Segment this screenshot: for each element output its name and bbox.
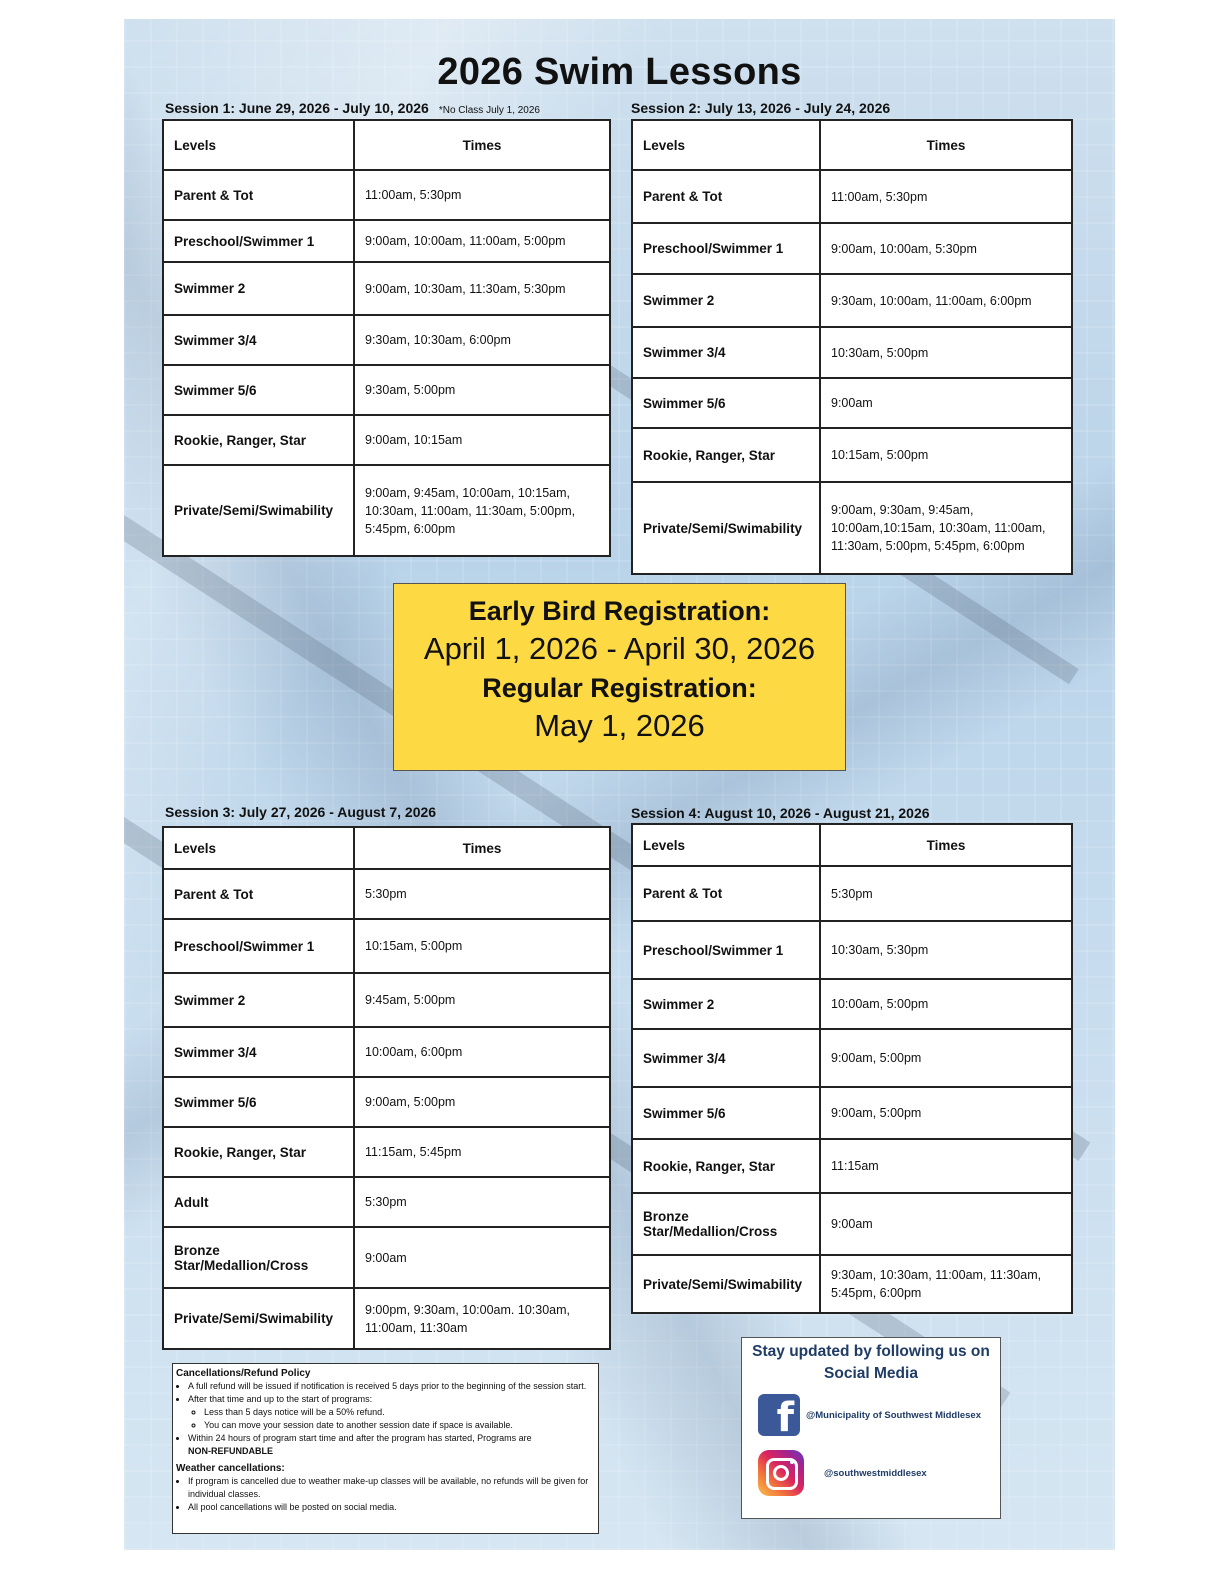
level-cell: Swimmer 5/6 <box>163 365 354 415</box>
times-cell: 9:00pm, 9:30am, 10:00am. 10:30am, 11:00am, 11:30am <box>354 1288 610 1349</box>
level-cell: Rookie, Ranger, Star <box>163 415 354 465</box>
session-4-dates: Session 4: August 10, 2026 - August 21, 2026 <box>631 805 930 821</box>
level-cell: Swimmer 5/6 <box>632 378 820 428</box>
weather-item: • All pool cancellations will be posted on social media. <box>188 1501 595 1514</box>
table-row <box>632 482 1072 574</box>
level-cell: Swimmer 5/6 <box>632 1087 820 1139</box>
table-row <box>163 1027 610 1077</box>
level-cell: Parent & Tot <box>632 170 820 223</box>
table-row <box>632 979 1072 1029</box>
policy-item-text: Within 24 hours of program start time and after the program has started, Programs are <box>188 1433 532 1443</box>
times-cell: 9:00am <box>820 1193 1072 1255</box>
times-cell: 10:15am, 5:00pm <box>354 919 610 973</box>
facebook-handle[interactable]: @Municipality of Southwest Middlesex <box>806 1409 982 1421</box>
times-header: Times <box>354 120 610 170</box>
table-row <box>163 315 610 365</box>
table-row <box>632 1029 1072 1087</box>
table-row <box>632 1139 1072 1193</box>
policy-list <box>176 1380 595 1458</box>
session-3-title <box>165 804 436 820</box>
table-row <box>163 262 610 315</box>
facebook-link[interactable] <box>758 1394 982 1441</box>
level-cell: Swimmer 3/4 <box>632 1029 820 1087</box>
times-cell: 9:00am, 10:30am, 11:30am, 5:30pm <box>354 262 610 315</box>
policy-subitem: ◦ You can move your session date to another session date if space is available. <box>204 1419 595 1432</box>
times-cell: 9:00am, 9:30am, 9:45am, 10:00am,10:15am, 10:30am, 11:00am, 11:30am, 5:00pm, 5:45pm, 6:00pm <box>820 482 1072 574</box>
facebook-icon: f <box>758 1394 800 1436</box>
table-row <box>163 220 610 262</box>
table-row <box>632 921 1072 979</box>
session-1-note: *No Class July 1, 2026 <box>438 105 540 116</box>
table-row <box>163 365 610 415</box>
table-row <box>163 1077 610 1127</box>
session-4-table <box>631 823 1073 1314</box>
level-cell: Private/Semi/Swimability <box>632 1255 820 1313</box>
regular-registration-date: May 1, 2026 <box>534 708 705 743</box>
table-row <box>632 378 1072 428</box>
times-cell: 9:30am, 10:00am, 11:00am, 6:00pm <box>820 274 1072 327</box>
weather-heading: Weather cancellations: <box>176 1463 285 1474</box>
level-cell: Parent & Tot <box>632 866 820 921</box>
swim-lessons-poster <box>124 19 1115 1550</box>
level-cell: Bronze Star/Medallion/Cross <box>632 1193 820 1255</box>
policy-sublist <box>188 1406 595 1432</box>
session-4-title <box>631 805 930 821</box>
session-1-title <box>165 100 540 116</box>
level-cell: Preschool/Swimmer 1 <box>632 223 820 274</box>
times-cell: 9:00am, 10:00am, 5:30pm <box>820 223 1072 274</box>
level-cell: Swimmer 3/4 <box>163 315 354 365</box>
policy-subitem: ◦ Less than 5 days notice will be a 50% refund. <box>204 1406 595 1419</box>
level-cell: Parent & Tot <box>163 170 354 220</box>
table-row <box>632 274 1072 327</box>
times-cell: 9:00am, 10:00am, 11:00am, 5:00pm <box>354 220 610 262</box>
level-cell: Preschool/Swimmer 1 <box>163 919 354 973</box>
times-cell: 11:00am, 5:30pm <box>820 170 1072 223</box>
times-cell: 5:30pm <box>820 866 1072 921</box>
table-row <box>632 428 1072 482</box>
policy-item <box>188 1432 595 1458</box>
times-cell: 5:30pm <box>354 869 610 919</box>
refund-policy-box <box>172 1363 599 1534</box>
table-row <box>163 465 610 556</box>
levels-header: Levels <box>163 120 354 170</box>
table-header-row <box>632 120 1072 170</box>
policy-heading: Cancellations/Refund Policy <box>176 1368 311 1379</box>
table-row <box>163 170 610 220</box>
table-header-row <box>163 827 610 869</box>
level-cell: Preschool/Swimmer 1 <box>163 220 354 262</box>
page-title: 2026 Swim Lessons <box>437 51 802 93</box>
registration-box <box>393 583 846 771</box>
session-2-table <box>631 119 1073 575</box>
table-row <box>632 223 1072 274</box>
social-media-box <box>741 1337 1001 1519</box>
level-cell: Swimmer 3/4 <box>632 327 820 378</box>
weather-item: • If program is cancelled due to weather make-up classes will be available, no refunds will be given for individual classes. <box>188 1475 595 1501</box>
level-cell: Rookie, Ranger, Star <box>632 428 820 482</box>
table-row <box>632 1255 1072 1313</box>
table-row <box>163 1177 610 1227</box>
table-row <box>632 327 1072 378</box>
times-cell: 9:00am <box>354 1227 610 1288</box>
early-bird-dates: April 1, 2026 - April 30, 2026 <box>423 631 816 666</box>
level-cell: Swimmer 2 <box>632 274 820 327</box>
times-cell: 9:30am, 10:30am, 11:00am, 11:30am, 5:45pm, 6:00pm <box>820 1255 1072 1313</box>
instagram-link[interactable] <box>758 1450 927 1496</box>
times-header: Times <box>820 824 1072 866</box>
times-cell: 9:00am <box>820 378 1072 428</box>
policy-item: • A full refund will be issued if notification is received 5 days prior to the beginning of the session start. <box>188 1380 595 1393</box>
times-cell: 9:00am, 10:15am <box>354 415 610 465</box>
level-cell: Rookie, Ranger, Star <box>632 1139 820 1193</box>
times-cell: 9:00am, 9:45am, 10:00am, 10:15am, 10:30am, 11:00am, 11:30am, 5:00pm, 5:45pm, 6:00pm <box>354 465 610 556</box>
session-2-title <box>631 100 890 116</box>
weather-list <box>176 1475 595 1514</box>
times-cell: 10:30am, 5:30pm <box>820 921 1072 979</box>
instagram-icon <box>758 1450 804 1496</box>
levels-header: Levels <box>163 827 354 869</box>
session-3-dates: Session 3: July 27, 2026 - August 7, 2026 <box>165 804 437 820</box>
level-cell: Swimmer 2 <box>163 973 354 1027</box>
table-row <box>632 170 1072 223</box>
times-cell: 9:00am, 5:00pm <box>820 1029 1072 1087</box>
level-cell: Adult <box>163 1177 354 1227</box>
times-cell: 11:15am, 5:45pm <box>354 1127 610 1177</box>
times-cell: 5:30pm <box>354 1177 610 1227</box>
table-row <box>163 1288 610 1349</box>
times-cell: 10:15am, 5:00pm <box>820 428 1072 482</box>
level-cell: Preschool/Swimmer 1 <box>632 921 820 979</box>
level-cell: Swimmer 2 <box>163 262 354 315</box>
times-cell: 9:30am, 10:30am, 6:00pm <box>354 315 610 365</box>
times-cell: 10:30am, 5:00pm <box>820 327 1072 378</box>
policy-item <box>188 1393 595 1432</box>
session-2-dates: Session 2: July 13, 2026 - July 24, 2026 <box>631 100 891 116</box>
times-cell: 9:00am, 5:00pm <box>354 1077 610 1127</box>
table-row <box>163 869 610 919</box>
times-cell: 11:00am, 5:30pm <box>354 170 610 220</box>
table-header-row <box>163 120 610 170</box>
level-cell: Swimmer 3/4 <box>163 1027 354 1077</box>
times-cell: 10:00am, 5:00pm <box>820 979 1072 1029</box>
times-cell: 11:15am <box>820 1139 1072 1193</box>
regular-registration-label: Regular Registration: <box>482 673 757 703</box>
times-header: Times <box>354 827 610 869</box>
level-cell: Swimmer 2 <box>632 979 820 1029</box>
level-cell: Swimmer 5/6 <box>163 1077 354 1127</box>
times-cell: 9:00am, 5:00pm <box>820 1087 1072 1139</box>
level-cell: Private/Semi/Swimability <box>632 482 820 574</box>
level-cell: Bronze Star/Medallion/Cross <box>163 1227 354 1288</box>
table-row <box>163 1127 610 1177</box>
early-bird-label: Early Bird Registration: <box>468 596 771 626</box>
table-row <box>163 973 610 1027</box>
level-cell: Private/Semi/Swimability <box>163 465 354 556</box>
levels-header: Levels <box>632 120 820 170</box>
times-cell: 10:00am, 6:00pm <box>354 1027 610 1077</box>
levels-header: Levels <box>632 824 820 866</box>
policy-item-text: After that time and up to the start of programs: <box>188 1394 373 1404</box>
table-row <box>632 1193 1072 1255</box>
non-refundable-text: NON-REFUNDABLE <box>188 1446 273 1456</box>
level-cell: Parent & Tot <box>163 869 354 919</box>
level-cell: Private/Semi/Swimability <box>163 1288 354 1349</box>
table-row <box>632 1087 1072 1139</box>
table-header-row <box>632 824 1072 866</box>
table-row <box>163 919 610 973</box>
session-1-table <box>162 119 611 557</box>
times-header: Times <box>820 120 1072 170</box>
instagram-handle[interactable]: @southwestmiddlesex <box>824 1467 927 1479</box>
times-cell: 9:30am, 5:00pm <box>354 365 610 415</box>
session-1-dates: Session 1: June 29, 2026 - July 10, 2026 <box>165 100 429 116</box>
times-cell: 9:45am, 5:00pm <box>354 973 610 1027</box>
level-cell: Rookie, Ranger, Star <box>163 1127 354 1177</box>
table-row <box>163 415 610 465</box>
table-row <box>163 1227 610 1288</box>
social-heading: Stay updated by following us on Social Media <box>752 1343 990 1382</box>
table-row <box>632 866 1072 921</box>
session-3-table <box>162 826 611 1350</box>
